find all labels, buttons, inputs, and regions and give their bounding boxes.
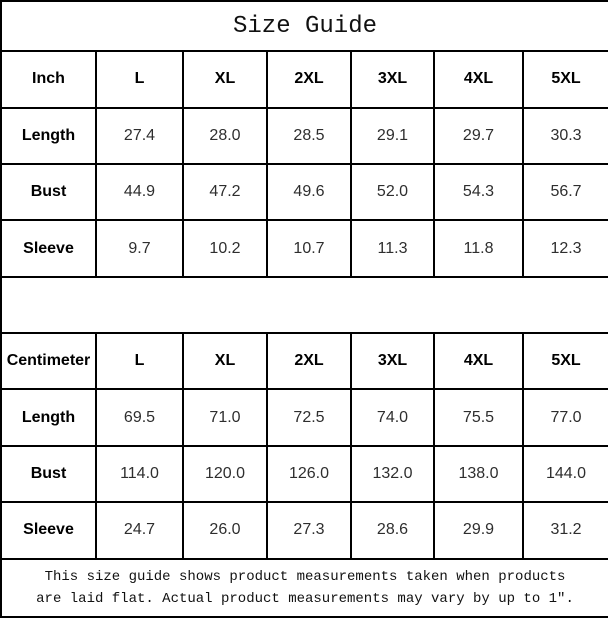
page-title: Size Guide xyxy=(1,1,608,51)
size-header-cell: XL xyxy=(183,51,267,107)
value-cell: 10.7 xyxy=(267,220,351,276)
value-cell: 29.7 xyxy=(434,108,523,164)
table-row xyxy=(1,220,608,276)
value-cell: 29.9 xyxy=(434,502,523,558)
table-row xyxy=(1,446,608,502)
table-row xyxy=(1,389,608,445)
value-cell: 56.7 xyxy=(523,164,608,220)
row-label: Bust xyxy=(1,446,96,502)
row-label: Length xyxy=(1,389,96,445)
value-cell: 69.5 xyxy=(96,389,183,445)
value-cell: 10.2 xyxy=(183,220,267,276)
spacer-row xyxy=(1,277,608,333)
size-header-cell: XL xyxy=(183,333,267,389)
footnote-line-1: This size guide shows product measurements taken when products xyxy=(44,568,566,585)
unit-header-inch: Inch xyxy=(1,51,96,107)
size-header-cell: 4XL xyxy=(434,51,523,107)
row-label: Sleeve xyxy=(1,220,96,276)
value-cell: 24.7 xyxy=(96,502,183,558)
inch-header-row xyxy=(1,51,608,107)
centimeter-header-row xyxy=(1,333,608,389)
size-header-cell: L xyxy=(96,333,183,389)
value-cell: 28.6 xyxy=(351,502,434,558)
value-cell: 12.3 xyxy=(523,220,608,276)
size-header-cell: 5XL xyxy=(523,333,608,389)
footnote-row xyxy=(1,559,608,617)
value-cell: 49.6 xyxy=(267,164,351,220)
size-header-cell: 3XL xyxy=(351,51,434,107)
value-cell: 52.0 xyxy=(351,164,434,220)
size-header-cell: 4XL xyxy=(434,333,523,389)
table-row xyxy=(1,164,608,220)
value-cell: 28.5 xyxy=(267,108,351,164)
value-cell: 9.7 xyxy=(96,220,183,276)
spacer-cell xyxy=(1,277,608,333)
value-cell: 27.4 xyxy=(96,108,183,164)
value-cell: 11.8 xyxy=(434,220,523,276)
table-row xyxy=(1,108,608,164)
value-cell: 126.0 xyxy=(267,446,351,502)
value-cell: 72.5 xyxy=(267,389,351,445)
size-header-cell: 2XL xyxy=(267,333,351,389)
value-cell: 44.9 xyxy=(96,164,183,220)
value-cell: 31.2 xyxy=(523,502,608,558)
value-cell: 132.0 xyxy=(351,446,434,502)
size-header-cell: 5XL xyxy=(523,51,608,107)
row-label: Length xyxy=(1,108,96,164)
value-cell: 28.0 xyxy=(183,108,267,164)
unit-header-centimeter: Centimeter xyxy=(1,333,96,389)
footnote-line-2: are laid flat. Actual product measurements may vary by up to 1″. xyxy=(36,590,574,607)
value-cell: 47.2 xyxy=(183,164,267,220)
value-cell: 27.3 xyxy=(267,502,351,558)
row-label: Sleeve xyxy=(1,502,96,558)
value-cell: 30.3 xyxy=(523,108,608,164)
title-row xyxy=(1,1,608,51)
table-row xyxy=(1,502,608,558)
value-cell: 54.3 xyxy=(434,164,523,220)
size-header-cell: 3XL xyxy=(351,333,434,389)
value-cell: 74.0 xyxy=(351,389,434,445)
footnote xyxy=(1,559,608,617)
value-cell: 138.0 xyxy=(434,446,523,502)
row-label: Bust xyxy=(1,164,96,220)
value-cell: 11.3 xyxy=(351,220,434,276)
value-cell: 75.5 xyxy=(434,389,523,445)
value-cell: 144.0 xyxy=(523,446,608,502)
value-cell: 26.0 xyxy=(183,502,267,558)
value-cell: 77.0 xyxy=(523,389,608,445)
value-cell: 114.0 xyxy=(96,446,183,502)
size-header-cell: 2XL xyxy=(267,51,351,107)
value-cell: 29.1 xyxy=(351,108,434,164)
size-header-cell: L xyxy=(96,51,183,107)
value-cell: 71.0 xyxy=(183,389,267,445)
value-cell: 120.0 xyxy=(183,446,267,502)
